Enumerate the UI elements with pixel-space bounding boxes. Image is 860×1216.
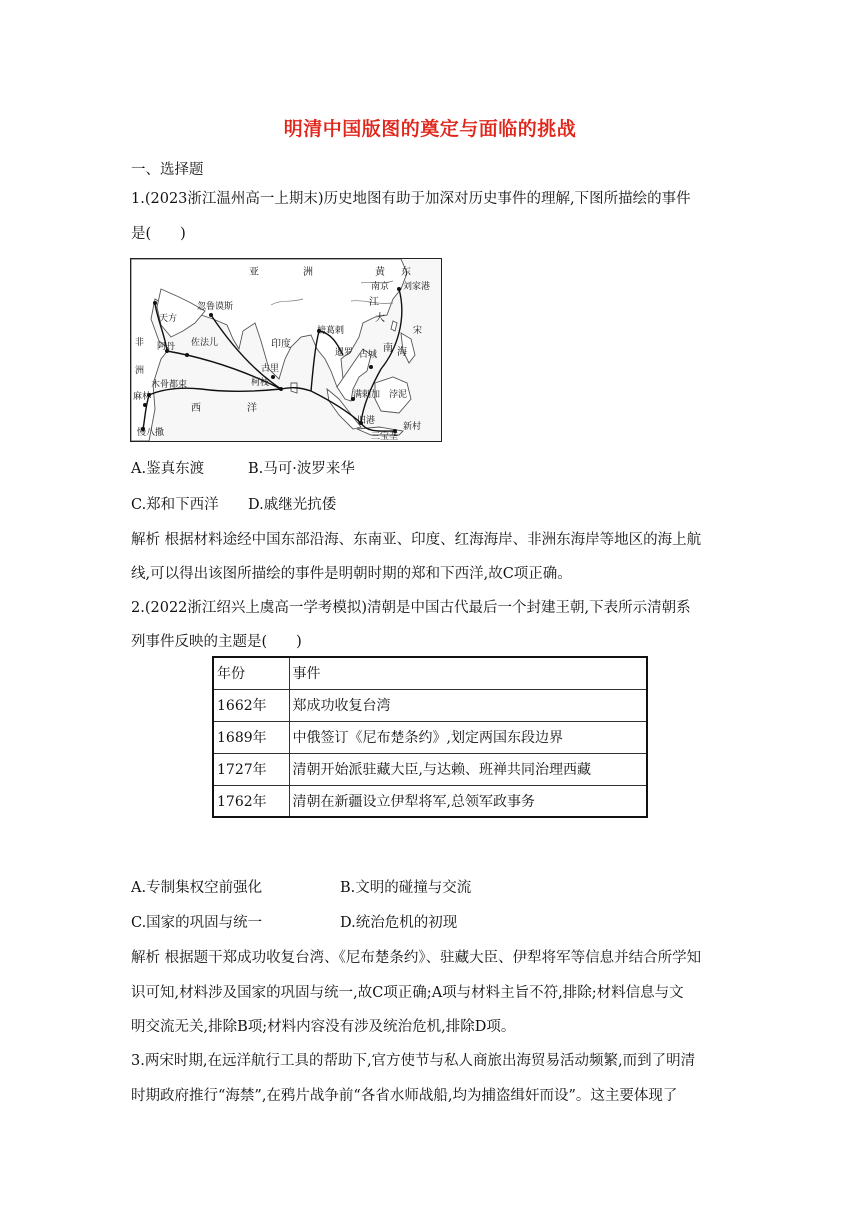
question-1-analysis-line-1: 解析 根据材料途经中国东部沿海、东南亚、印度、红海海岸、非洲东海岸等地区的海上航 bbox=[131, 532, 702, 548]
map-label: 佐法儿 bbox=[191, 338, 219, 348]
question-1-option-b: B.马可·波罗来华 bbox=[248, 461, 355, 477]
table-cell-event: 郑成功收复台湾 bbox=[289, 689, 647, 721]
question-3-stem-line-1: 3.两宋时期,在远洋航行工具的帮助下,官方使节与私人商旅出海贸易活动频繁,而到了明清 bbox=[131, 1053, 696, 1069]
question-2-stem-line-1: 2.(2022浙江绍兴上虞高一学考模拟)清朝是中国古代最后一个封建王朝,下表所示清朝系 bbox=[131, 600, 691, 616]
map-label: 南京 bbox=[371, 282, 390, 292]
table-cell-year: 1727年 bbox=[213, 753, 289, 785]
qing-events-table bbox=[212, 656, 648, 818]
question-1-stem-line-1: 1.(2023浙江温州高一上期末)历史地图有助于加深对历史事件的理解,下图所描绘的事件 bbox=[131, 191, 691, 207]
map-label: 洲 bbox=[303, 267, 313, 278]
map-label: 柯枝 bbox=[251, 378, 270, 388]
zheng-he-voyage-map bbox=[130, 258, 442, 442]
map-label: 木骨都束 bbox=[151, 380, 188, 390]
question-3-stem-line-2: 时期政府推行“海禁”,在鸦片战争前“各省水师战船,均为捕盗缉奸而设”。这主要体现了 bbox=[131, 1088, 678, 1104]
table-cell-event: 清朝在新疆设立伊犁将军,总领军政事务 bbox=[289, 785, 647, 817]
table-row bbox=[213, 721, 647, 753]
map-label: 亚 bbox=[249, 267, 259, 278]
map-label: 黄 bbox=[375, 267, 385, 278]
question-1-option-a: A.鉴真东渡 bbox=[131, 461, 205, 477]
question-2-analysis-line-3: 明交流无关,排除B项;材料内容没有涉及统治危机,排除D项。 bbox=[131, 1019, 516, 1035]
map-label: 古里 bbox=[261, 364, 280, 374]
map-label: 江 bbox=[369, 297, 379, 308]
map-label: 旧港 bbox=[357, 416, 376, 426]
map-label: 天方 bbox=[159, 314, 178, 324]
map-label: 三宝垄 bbox=[371, 432, 399, 441]
map-label: 宋 bbox=[413, 326, 423, 336]
question-1-stem-line-2: 是( ) bbox=[131, 226, 186, 242]
table-header-year: 年份 bbox=[213, 657, 289, 689]
question-2-stem-line-2: 列事件反映的主题是( ) bbox=[131, 634, 302, 650]
table-row bbox=[213, 689, 647, 721]
table-cell-year: 1662年 bbox=[213, 689, 289, 721]
map-label: 浡泥 bbox=[389, 390, 408, 400]
map-label: 忽鲁谟斯 bbox=[197, 302, 234, 312]
map-drawing bbox=[131, 259, 441, 441]
map-label: 满剌加 bbox=[353, 390, 381, 400]
map-label: 非 bbox=[135, 338, 145, 348]
document-title: 明清中国版图的奠定与面临的挑战 bbox=[283, 118, 577, 140]
question-2-option-b: B.文明的碰撞与交流 bbox=[340, 880, 472, 896]
question-2-option-a: A.专制集权空前强化 bbox=[131, 880, 263, 896]
map-label: 南 bbox=[383, 343, 393, 354]
question-2-analysis-line-2: 识可知,材料涉及国家的巩固与统一,故C项正确;A项与材料主旨不符,排除;材料信息与文 bbox=[131, 985, 684, 1001]
question-1-option-d: D.戚继光抗倭 bbox=[248, 497, 337, 513]
question-1-analysis-line-2: 线,可以得出该图所描绘的事件是明朝时期的郑和下西洋,故C项正确。 bbox=[131, 566, 572, 582]
map-label: 海 bbox=[397, 347, 407, 358]
table-row bbox=[213, 785, 647, 817]
map-label: 大 bbox=[375, 313, 385, 324]
map-label: 东 bbox=[401, 267, 411, 278]
table-row bbox=[213, 753, 647, 785]
table-header-event: 事件 bbox=[289, 657, 647, 689]
table-cell-year: 1689年 bbox=[213, 721, 289, 753]
table-header-row bbox=[213, 657, 647, 689]
table-cell-event: 清朝开始派驻藏大臣,与达赖、班禅共同治理西藏 bbox=[289, 753, 647, 785]
table-cell-event: 中俄签订《尼布楚条约》,划定两国东段边界 bbox=[289, 721, 647, 753]
map-label: 占城 bbox=[359, 350, 378, 360]
map-label: 榜葛剌 bbox=[317, 326, 345, 336]
question-2-option-c: C.国家的巩固与统一 bbox=[131, 915, 263, 931]
map-label: 暹罗 bbox=[335, 348, 354, 358]
question-2-analysis-line-1: 解析 根据题干郑成功收复台湾、《尼布楚条约》、驻藏大臣、伊犁将军等信息并结合所学知 bbox=[131, 950, 702, 966]
map-label: 阿丹 bbox=[157, 342, 176, 352]
question-2-option-d: D.统治危机的初现 bbox=[340, 915, 458, 931]
map-label: 刘家港 bbox=[403, 282, 431, 292]
map-label: 洲 bbox=[135, 366, 145, 376]
section-heading: 一、选择题 bbox=[131, 162, 204, 178]
map-label: 慢八撒 bbox=[137, 428, 165, 438]
map-label: 西 bbox=[191, 403, 201, 414]
map-label: 印度 bbox=[271, 339, 291, 350]
map-label: 洋 bbox=[247, 403, 257, 414]
map-label: 新村 bbox=[403, 422, 422, 432]
map-label: 麻林 bbox=[133, 392, 152, 402]
table-cell-year: 1762年 bbox=[213, 785, 289, 817]
question-1-option-c: C.郑和下西洋 bbox=[131, 497, 219, 513]
